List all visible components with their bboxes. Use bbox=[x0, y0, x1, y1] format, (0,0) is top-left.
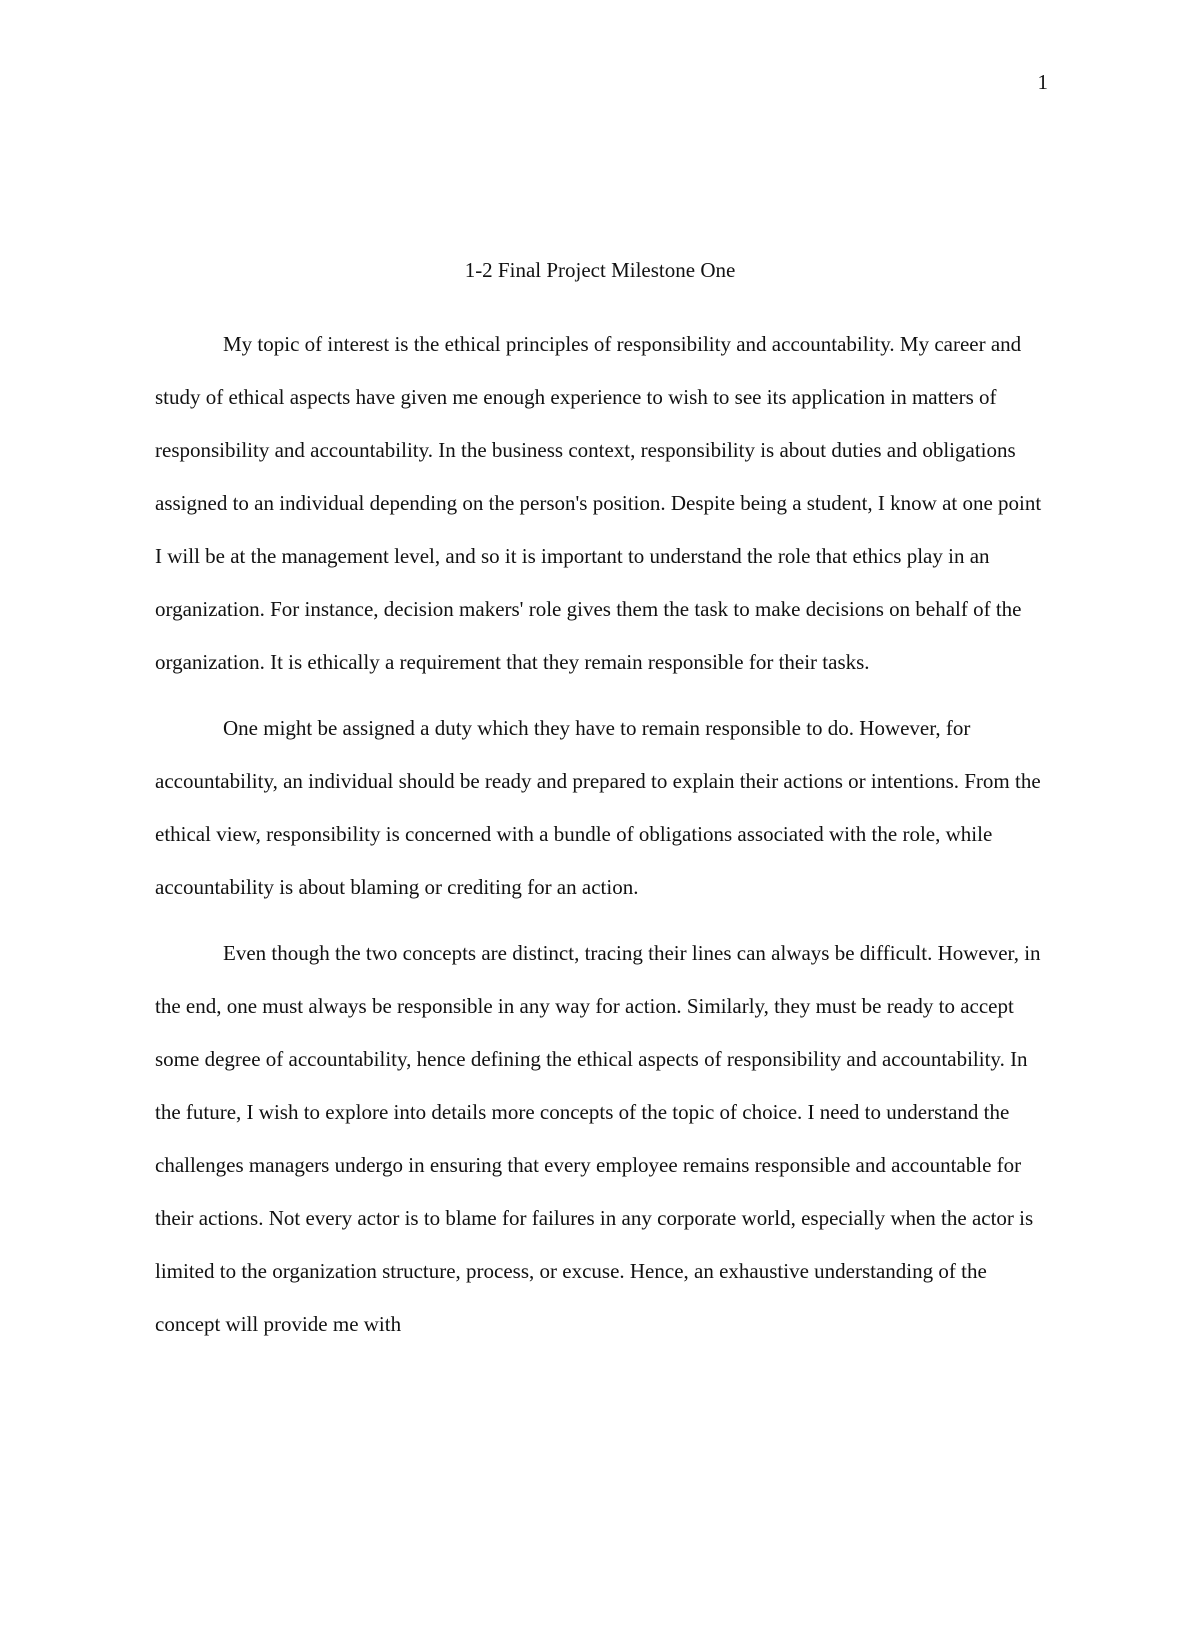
page-number: 1 bbox=[1037, 70, 1048, 94]
paragraph-3: Even though the two concepts are distinct, tracing their lines can always be difficult. However, in the end, one must always be responsible in any way for action. Similarly, they must be ready to accept some degree of accountability, hence defining the ethical aspects of responsibility and accountability. In the future, I wish to explore into details more concepts of the topic of choice. I need to understand the challenges managers undergo in ensuring that every employee remains responsible and accountable for their actions. Not every actor is to blame for failures in any corporate world, especially when the actor is limited to the organization structure, process, or excuse. Hence, an exhaustive understanding of the concept will provide me with bbox=[155, 941, 1041, 1336]
paragraph-2: One might be assigned a duty which they have to remain responsible to do. However, for accountability, an individual should be ready and prepared to explain their actions or intentions. From the ethical view, responsibility is concerned with a bundle of obligations associated with the role, while accountability is about blaming or crediting for an action. bbox=[155, 716, 1041, 899]
document-title: 1-2 Final Project Milestone One bbox=[464, 258, 736, 282]
paragraph-1: My topic of interest is the ethical principles of responsibility and accountability. My career and study of ethical aspects have given me enough experience to wish to see its application in matters of responsibility and accountability. In the business context, responsibility is about duties and obligations assigned to an individual depending on the person's position. Despite being a student, I know at one point I will be at the management level, and so it is important to understand the role that ethics play in an organization. For instance, decision makers' role gives them the task to make decisions on behalf of the organization. It is ethically a requirement that they remain responsible for their tasks. bbox=[155, 332, 1042, 674]
document-body bbox=[155, 318, 1045, 1351]
